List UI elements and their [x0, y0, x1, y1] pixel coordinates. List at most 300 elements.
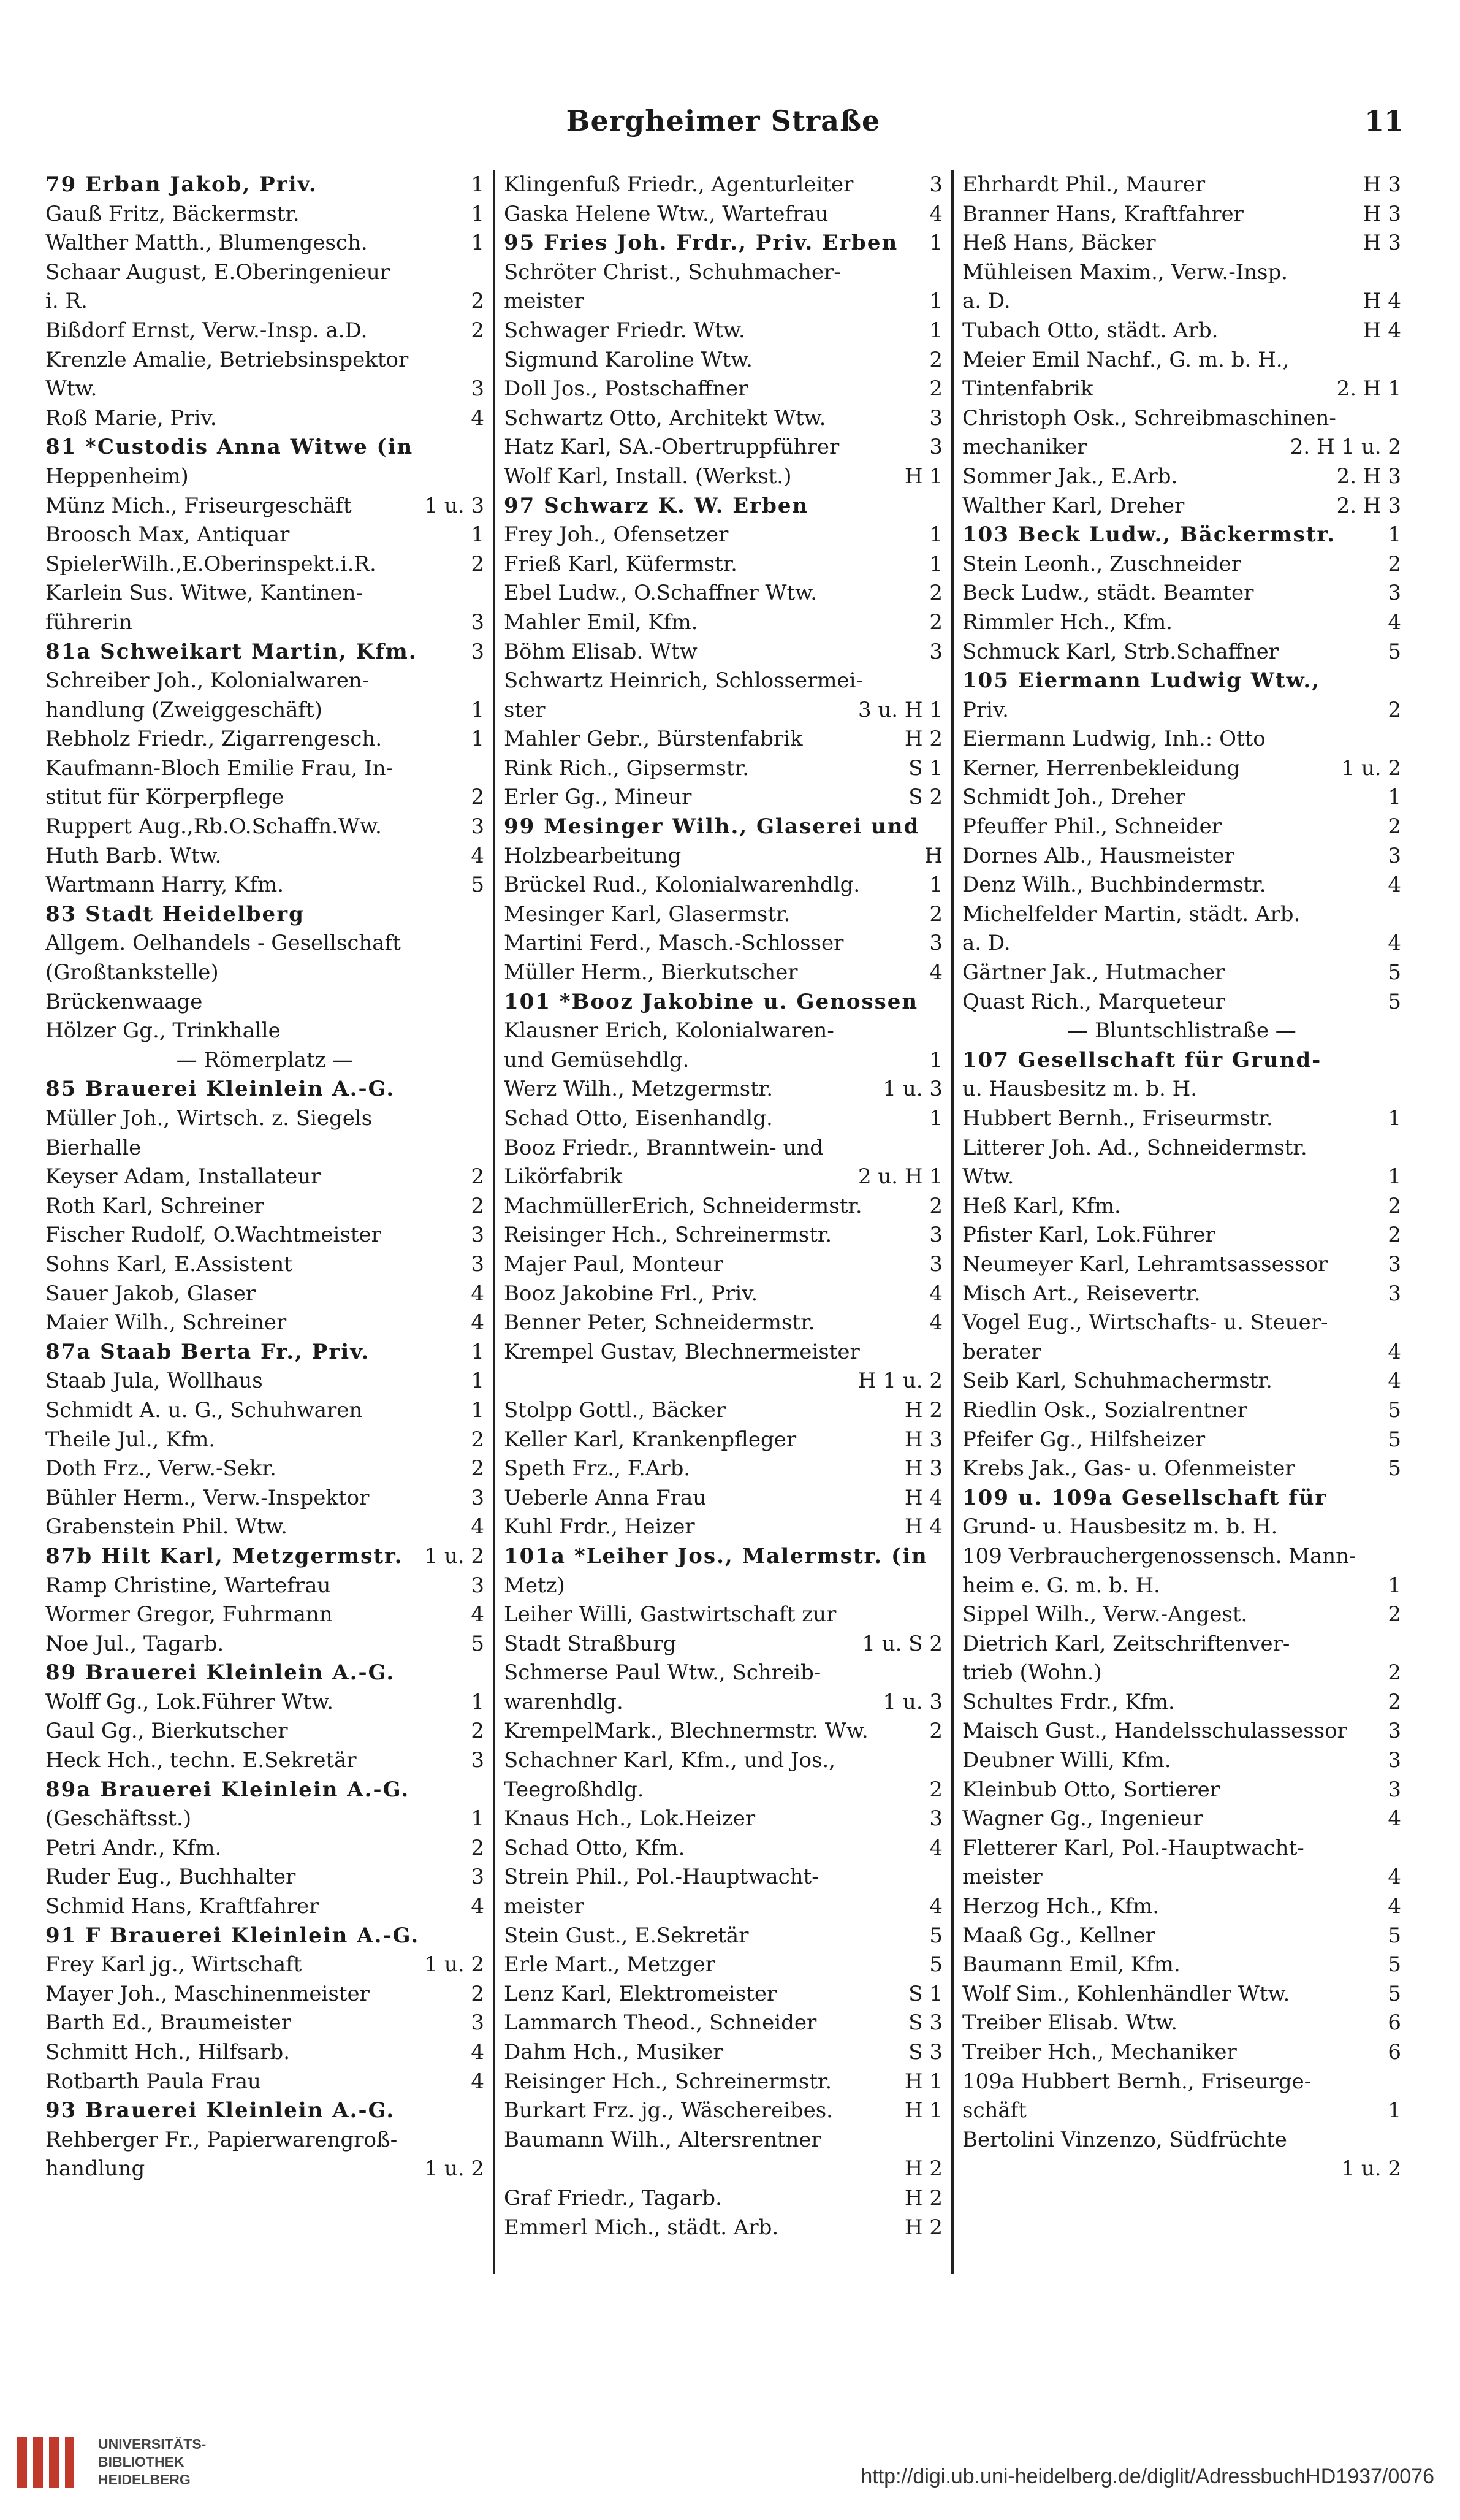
entry-text: Walther Karl, Dreher: [962, 493, 1185, 518]
entry-text: Vogel Eug., Wirtschafts- u. Steuer-: [962, 1310, 1328, 1335]
resident-entry: [962, 812, 1401, 842]
entry-text: Fischer Rudolf, O.Wachtmeister: [45, 1223, 381, 1248]
entry-text: Benner Peter, Schneidermstr.: [504, 1310, 815, 1335]
resident-entry: [45, 1104, 484, 1134]
entry-text: Noe Jul., Tagarb.: [45, 1631, 224, 1656]
entry-text: Gaska Helene Wtw., Wartefrau: [504, 201, 829, 226]
floor-number: 1: [924, 521, 943, 550]
entry-text: 79 Erban Jakob, Priv.: [45, 172, 317, 197]
resident-entry: [504, 1367, 943, 1396]
entry-text: Rotbarth Paula Frau: [45, 2069, 261, 2094]
house-number-entry: [962, 666, 1401, 696]
directory-column-2: [495, 170, 954, 2274]
entry-text: Treiber Elisab. Wtw.: [962, 2010, 1178, 2036]
entry-text: Knaus Hch., Lok.Heizer: [504, 1806, 756, 1831]
entry-text: 81a Schweikart Martin, Kfm.: [45, 639, 417, 664]
floor-number: 1: [924, 550, 943, 579]
resident-entry: [962, 1746, 1401, 1776]
entry-text: (Geschäftsst.): [45, 1806, 192, 1831]
resident-entry: [962, 1834, 1401, 1863]
entry-text: Michelfelder Martin, städt. Arb.: [962, 901, 1301, 926]
entry-text: Sauer Jakob, Glaser: [45, 1281, 256, 1306]
resident-entry: [504, 462, 943, 492]
resident-entry: [962, 929, 1401, 958]
resident-entry: [962, 404, 1401, 433]
floor-number: 4: [1383, 1863, 1401, 1892]
resident-entry: [45, 346, 484, 375]
entry-text: Grund- u. Hausbesitz m. b. H.: [962, 1514, 1278, 1540]
resident-entry: [962, 871, 1401, 900]
library-name-line: UNIVERSITÄTS-: [98, 2436, 207, 2452]
resident-entry: [962, 433, 1401, 462]
floor-number: H 3: [1358, 229, 1401, 258]
resident-entry: [504, 1600, 943, 1630]
entry-text: i. R.: [45, 289, 88, 314]
floor-number: H 4: [900, 1513, 943, 1542]
entry-text: heim e. G. m. b. H.: [962, 1573, 1160, 1598]
entry-text: Erle Mart., Metzger: [504, 1952, 715, 1977]
resident-entry: [504, 1484, 943, 1513]
entry-text: Metz): [504, 1573, 565, 1598]
floor-number: H 1: [900, 2096, 943, 2126]
entry-text: 99 Mesinger Wilh., Glaserei und: [504, 814, 920, 839]
resident-entry: [504, 1950, 943, 1980]
floor-number: 1 u. 2: [1336, 754, 1401, 784]
resident-entry: [962, 287, 1401, 316]
floor-number: 2: [466, 550, 484, 579]
floor-number: 1: [466, 696, 484, 725]
house-number-entry: [504, 812, 943, 842]
resident-entry: [45, 958, 484, 988]
floor-number: 5: [1383, 1980, 1401, 2009]
entry-text: Schröter Christ., Schuhmacher-: [504, 259, 841, 284]
resident-entry: [504, 170, 943, 200]
resident-entry: [962, 2126, 1401, 2155]
resident-entry: [45, 521, 484, 550]
resident-entry: [45, 754, 484, 784]
resident-entry: [45, 1746, 484, 1776]
resident-entry: [962, 1630, 1401, 1659]
resident-entry: [45, 404, 484, 433]
floor-number: 3: [924, 433, 943, 462]
resident-entry: [45, 2126, 484, 2155]
resident-entry: [45, 1221, 484, 1250]
resident-entry: [504, 1308, 943, 1338]
floor-number: 1: [924, 1046, 943, 1075]
floor-number: 4: [924, 1834, 943, 1863]
entry-text: 83 Stadt Heidelberg: [45, 901, 305, 926]
floor-number: 3: [924, 404, 943, 433]
resident-entry: [962, 550, 1401, 579]
resident-entry: [504, 375, 943, 404]
floor-number: 1: [466, 1804, 484, 1834]
resident-entry: [962, 900, 1401, 930]
floor-number: 1: [1383, 521, 1401, 550]
floor-number: 4: [1383, 1892, 1401, 1922]
entry-text: Schad Otto, Eisenhandlg.: [504, 1106, 773, 1131]
entry-text: 109a Hubbert Bernh., Friseurge-: [962, 2069, 1312, 2094]
entry-text: Wartmann Harry, Kfm.: [45, 872, 284, 898]
entry-text: Schad Otto, Kfm.: [504, 1835, 685, 1860]
resident-entry: [504, 1688, 943, 1717]
entry-text: Kerner, Herrenbekleidung: [962, 755, 1240, 781]
entry-text: Deubner Willi, Kfm.: [962, 1748, 1171, 1773]
floor-number: S 3: [903, 2009, 943, 2038]
resident-entry: [45, 608, 484, 638]
floor-number: 5: [1383, 638, 1401, 667]
floor-number: 4: [924, 200, 943, 229]
entry-text: Grabenstein Phil. Wtw.: [45, 1514, 287, 1540]
entry-text: Maaß Gg., Kellner: [962, 1923, 1155, 1948]
entry-text: Speth Frz., F.Arb.: [504, 1456, 691, 1481]
resident-entry: [962, 170, 1401, 200]
resident-entry: [45, 1017, 484, 1046]
entry-text: Müller Joh., Wirtsch. z. Siegels: [45, 1106, 373, 1131]
entry-text: Keller Karl, Krankenpfleger: [504, 1427, 797, 1452]
entry-text: Sippel Wilh., Verw.-Angest.: [962, 1602, 1248, 1627]
street-section-heading: [45, 1046, 484, 1075]
resident-entry: [45, 550, 484, 579]
resident-entry: [504, 2096, 943, 2126]
resident-entry: [45, 229, 484, 258]
floor-number: 2: [924, 1192, 943, 1221]
resident-entry: [45, 1717, 484, 1746]
floor-number: 1: [466, 1367, 484, 1396]
entry-text: Keyser Adam, Installateur: [45, 1164, 321, 1189]
entry-text: schäft: [962, 2098, 1027, 2123]
floor-number: 2: [924, 1717, 943, 1746]
floor-number: 4: [924, 958, 943, 988]
resident-entry: [962, 696, 1401, 725]
entry-text: Kuhl Frdr., Heizer: [504, 1514, 695, 1540]
entry-text: Riedlin Osk., Sozialrentner: [962, 1397, 1248, 1422]
entry-text: Schwager Friedr. Wtw.: [504, 318, 745, 343]
resident-entry: [504, 2126, 943, 2155]
entry-text: 93 Brauerei Kleinlein A.-G.: [45, 2098, 395, 2123]
entry-text: Pfeuffer Phil., Schneider: [962, 814, 1222, 839]
floor-number: 2: [466, 1717, 484, 1746]
resident-entry: [962, 1308, 1401, 1338]
resident-entry: [962, 1134, 1401, 1163]
resident-entry: [504, 550, 943, 579]
floor-number: 1: [466, 229, 484, 258]
floor-number: 2: [466, 1834, 484, 1863]
entry-text: Eiermann Ludwig, Inh.: Otto: [962, 727, 1266, 752]
floor-number: 1 u. 2: [419, 2155, 484, 2184]
floor-number: 1 u. 2: [1336, 2155, 1401, 2184]
entry-text: Tubach Otto, städt. Arb.: [962, 318, 1219, 343]
entry-text: Denz Wilh., Buchbindermstr.: [962, 872, 1266, 898]
resident-entry: [962, 1513, 1401, 1542]
resident-entry: [504, 1426, 943, 1455]
entry-text: Hatz Karl, SA.-Obertruppführer: [504, 435, 840, 460]
floor-number: 1: [466, 725, 484, 754]
entry-text: Dahm Hch., Musiker: [504, 2040, 723, 2064]
entry-text: 101 *Booz Jakobine u. Genossen: [504, 989, 919, 1014]
resident-entry: [504, 1338, 943, 1367]
resident-entry: [504, 1454, 943, 1484]
resident-entry: [45, 1834, 484, 1863]
entry-text: Heck Hch., techn. E.Sekretär: [45, 1748, 357, 1773]
house-number-entry: [962, 521, 1401, 550]
entry-text: Treiber Hch., Mechaniker: [962, 2040, 1237, 2064]
entry-text: Sommer Jak., E.Arb.: [962, 464, 1178, 489]
entry-text: Reisinger Hch., Schreinermstr.: [504, 2069, 832, 2094]
entry-text: 105 Eiermann Ludwig Wtw.,: [962, 668, 1321, 693]
entry-text: 95 Fries Joh. Frdr., Priv. Erben: [504, 231, 899, 256]
entry-text: Schmidt Joh., Dreher: [962, 785, 1185, 810]
resident-entry: [962, 842, 1401, 871]
resident-entry: [45, 1484, 484, 1513]
resident-entry: [45, 1163, 484, 1192]
floor-number: 3: [466, 2009, 484, 2038]
entry-text: Gauß Fritz, Bäckermstr.: [45, 201, 300, 226]
resident-entry: [45, 696, 484, 725]
resident-entry: [504, 200, 943, 229]
resident-entry: [962, 200, 1401, 229]
floor-number: 1 u. 3: [419, 492, 484, 521]
resident-entry: [504, 404, 943, 433]
floor-number: 2: [1383, 696, 1401, 725]
floor-number: H 3: [1358, 170, 1401, 200]
house-number-entry: [45, 1338, 484, 1367]
resident-entry: [45, 1426, 484, 1455]
entry-text: 101a *Leiher Jos., Malermstr. (in: [504, 1543, 928, 1568]
resident-entry: [504, 783, 943, 812]
resident-entry: [45, 929, 484, 958]
entry-text: 87a Staab Berta Fr., Priv.: [45, 1339, 370, 1364]
floor-number: 2: [466, 1454, 484, 1484]
entry-text: Mahler Emil, Kfm.: [504, 609, 698, 635]
floor-number: 4: [1383, 871, 1401, 900]
street-section-heading: [962, 1017, 1401, 1046]
entry-text: Klausner Erich, Kolonialwaren-: [504, 1018, 834, 1044]
resident-entry: [504, 1396, 943, 1426]
resident-entry: [504, 608, 943, 638]
floor-number: 2: [924, 375, 943, 404]
floor-number: 1: [924, 316, 943, 346]
resident-entry: [962, 1980, 1401, 2009]
floor-number: S 2: [903, 783, 943, 812]
floor-number: 5: [1383, 988, 1401, 1017]
resident-entry: [962, 1075, 1401, 1104]
entry-text: Lammarch Theod., Schneider: [504, 2010, 817, 2036]
resident-entry: [45, 462, 484, 492]
entry-text: 91 F Brauerei Kleinlein A.-G.: [45, 1923, 420, 1948]
resident-entry: [962, 2068, 1401, 2097]
floor-number: 1: [1383, 1104, 1401, 1134]
resident-entry: [45, 1192, 484, 1221]
resident-entry: [504, 1221, 943, 1250]
entry-text: Herzog Hch., Kfm.: [962, 1894, 1160, 1919]
floor-number: H 1: [900, 2068, 943, 2097]
resident-entry: [45, 783, 484, 812]
floor-number: H 2: [900, 2155, 943, 2184]
resident-entry: [962, 1280, 1401, 1309]
entry-text: Baumann Emil, Kfm.: [962, 1952, 1181, 1977]
resident-entry: [504, 725, 943, 754]
floor-number: 6: [1383, 2038, 1401, 2068]
page-title: Bergheimer Straße: [566, 104, 881, 137]
entry-text: Schmerse Paul Wtw., Schreib-: [504, 1660, 821, 1686]
resident-entry: [45, 1804, 484, 1834]
resident-entry: [504, 958, 943, 988]
resident-entry: [504, 1250, 943, 1280]
resident-entry: [45, 1892, 484, 1922]
entry-text: Schaar August, E.Oberingenieur: [45, 259, 390, 284]
entry-text: Maier Wilh., Schreiner: [45, 1310, 287, 1335]
entry-text: Sigmund Karoline Wtw.: [504, 347, 753, 372]
resident-entry: [962, 2038, 1401, 2068]
floor-number: 3: [1383, 1717, 1401, 1746]
resident-entry: [962, 608, 1401, 638]
resident-entry: [504, 1863, 943, 1892]
resident-entry: [504, 666, 943, 696]
entry-text: a. D.: [962, 931, 1011, 956]
resident-entry: [962, 229, 1401, 258]
entry-text: Schmuck Karl, Strb.Schaffner: [962, 639, 1279, 664]
entry-text: Ehrhardt Phil., Maurer: [962, 172, 1206, 197]
resident-entry: [45, 988, 484, 1017]
resident-entry: [504, 1163, 943, 1192]
entry-text: Müller Herm., Bierkutscher: [504, 960, 798, 985]
floor-number: 4: [924, 1280, 943, 1309]
floor-number: 2: [1383, 1688, 1401, 1717]
resident-entry: [962, 1950, 1401, 1980]
floor-number: S 1: [903, 754, 943, 784]
floor-number: H 1: [900, 462, 943, 492]
floor-number: 2: [466, 1192, 484, 1221]
resident-entry: [962, 1717, 1401, 1746]
floor-number: 1: [466, 200, 484, 229]
entry-text: mechaniker: [962, 435, 1087, 460]
entry-text: Doth Frz., Verw.-Sekr.: [45, 1456, 276, 1481]
directory-columns: [37, 170, 1410, 2274]
entry-text: u. Hausbesitz m. b. H.: [962, 1077, 1198, 1102]
directory-column-1: [37, 170, 495, 2274]
entry-text: Ueberle Anna Frau: [504, 1485, 707, 1510]
entry-text: Mühleisen Maxim., Verw.-Insp.: [962, 259, 1288, 284]
floor-number: 4: [1383, 1367, 1401, 1396]
entry-text: Barth Ed., Braumeister: [45, 2010, 292, 2036]
floor-number: 3: [1383, 1250, 1401, 1280]
resident-entry: [45, 1980, 484, 2009]
entry-text: Ruder Eug., Buchhalter: [45, 1865, 296, 1890]
entry-text: Krebs Jak., Gas- u. Ofenmeister: [962, 1456, 1295, 1481]
resident-entry: [504, 1659, 943, 1688]
entry-text: Heppenheim): [45, 464, 189, 489]
entry-text: Broosch Max, Antiquar: [45, 522, 290, 548]
entry-text: Misch Art., Reisevertr.: [962, 1281, 1201, 1306]
floor-number: 3: [924, 1804, 943, 1834]
resident-entry: [962, 1804, 1401, 1834]
entry-text: Rimmler Hch., Kfm.: [962, 609, 1173, 635]
floor-number: 3: [466, 608, 484, 638]
resident-entry: [45, 1571, 484, 1601]
entry-text: Rebholz Friedr., Zigarrengesch.: [45, 727, 382, 752]
resident-entry: [962, 1571, 1401, 1601]
entry-text: 81 *Custodis Anna Witwe (in: [45, 435, 414, 460]
floor-number: 2: [924, 579, 943, 608]
entry-text: Seib Karl, Schuhmachermstr.: [962, 1369, 1272, 1394]
resident-entry: [962, 258, 1401, 288]
resident-entry: [504, 1980, 943, 2009]
resident-entry: [504, 696, 943, 725]
resident-entry: [962, 2009, 1401, 2038]
entry-text: Wolf Karl, Install. (Werkst.): [504, 464, 792, 489]
entry-text: Baumann Wilh., Altersrentner: [504, 2127, 821, 2152]
floor-number: 2: [1383, 812, 1401, 842]
resident-entry: [45, 1513, 484, 1542]
floor-number: 5: [466, 1630, 484, 1659]
entry-text: Christoph Osk., Schreibmaschinen-: [962, 405, 1336, 430]
house-number-entry: [962, 1484, 1401, 1513]
entry-text: Theile Jul., Kfm.: [45, 1427, 216, 1452]
floor-number: 2: [466, 1163, 484, 1192]
floor-number: 3: [466, 638, 484, 667]
entry-text: Wolf Sim., Kohlenhändler Wtw.: [962, 1981, 1290, 2006]
floor-number: 1: [924, 229, 943, 258]
floor-number: H 3: [1358, 200, 1401, 229]
floor-number: H 2: [900, 2184, 943, 2213]
entry-text: Kaufmann-Bloch Emilie Frau, In-: [45, 755, 394, 781]
resident-entry: [504, 754, 943, 784]
entry-text: Frieß Karl, Küfermstr.: [504, 551, 737, 576]
floor-number: 3: [466, 375, 484, 404]
floor-number: 5: [1383, 1922, 1401, 1951]
floor-number: 3: [466, 1221, 484, 1250]
entry-text: Fletterer Karl, Pol.-Hauptwacht-: [962, 1835, 1304, 1860]
resident-entry: [504, 1571, 943, 1601]
entry-text: Ruppert Aug.,Rb.O.Schaffn.Ww.: [45, 814, 382, 839]
resident-entry: [45, 1308, 484, 1338]
floor-number: 1: [466, 1396, 484, 1426]
entry-text: Wormer Gregor, Fuhrmann: [45, 1602, 333, 1627]
resident-entry: [504, 1192, 943, 1221]
entry-text: 103 Beck Ludw., Bäckermstr.: [962, 522, 1336, 548]
resident-entry: [962, 1922, 1401, 1951]
entry-text: Doll Jos., Postschaffner: [504, 376, 748, 402]
floor-number: 2. H 3: [1332, 462, 1401, 492]
floor-number: S 1: [903, 1980, 943, 2009]
entry-text: meister: [504, 289, 584, 314]
entry-text: meister: [962, 1865, 1043, 1890]
source-url-link[interactable]: http://digi.ub.uni-heidelberg.de/diglit/AdressbuchHD1937/0076: [861, 2465, 1434, 2488]
resident-entry: [504, 900, 943, 930]
floor-number: H 4: [1358, 287, 1401, 316]
floor-number: 4: [466, 404, 484, 433]
resident-entry: [962, 1367, 1401, 1396]
floor-number: 2: [466, 287, 484, 316]
floor-number: 2: [466, 316, 484, 346]
floor-number: 1: [924, 871, 943, 900]
resident-entry: [504, 1776, 943, 1805]
resident-entry: [962, 783, 1401, 812]
floor-number: H 3: [900, 1454, 943, 1484]
resident-entry: [962, 2155, 1401, 2184]
entry-text: 97 Schwarz K. W. Erben: [504, 493, 809, 518]
floor-number: 3: [924, 929, 943, 958]
floor-number: 4: [924, 1892, 943, 1922]
resident-entry: [962, 1892, 1401, 1922]
resident-entry: [504, 1717, 943, 1746]
entry-text: 85 Brauerei Kleinlein A.-G.: [45, 1077, 395, 1102]
floor-number: 2. H 1: [1332, 375, 1401, 404]
resident-entry: [45, 1367, 484, 1396]
floor-number: 4: [466, 2068, 484, 2097]
resident-entry: [962, 1600, 1401, 1630]
entry-text: Wtw.: [45, 376, 97, 402]
